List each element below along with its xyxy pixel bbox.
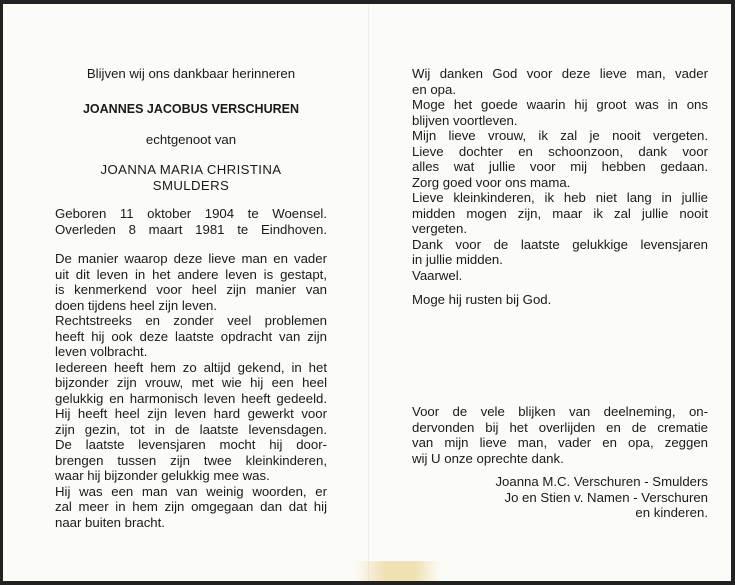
deceased-name: JOANNES JACOBUS VERSCHUREN bbox=[82, 102, 299, 116]
message-line: midden mogen zijn, maar ik zal jullie nooit bbox=[412, 205, 708, 221]
bio-line: De laatste levensjaren mocht hij door- bbox=[55, 437, 327, 452]
spouse-label: echtgenoot van bbox=[145, 132, 237, 147]
message-line: alles wat jullie voor mij hebben gedaan. bbox=[412, 159, 708, 174]
bio-line: Hij heeft heel zijn leven hard gewerkt voor bbox=[55, 406, 327, 421]
thanks-line: van mijn lieve man, vader en opa, zeggen bbox=[412, 435, 708, 450]
signature-line: Jo en Stien v. Namen - Verschuren bbox=[504, 489, 708, 505]
bio-line: Iedereen heeft hem zo altijd gekend, in het bbox=[55, 359, 327, 375]
spouse-name-line-1: JOANNA MARIA CHRISTINA bbox=[100, 162, 282, 177]
signature-line: Joanna M.C. Verschuren - Smulders bbox=[495, 474, 708, 489]
bio-line: is kenmerkend voor heel zijn manier van bbox=[55, 282, 327, 297]
message-line: Vaarwel. bbox=[412, 267, 463, 283]
bio-line: bijzonder zijn vrouw, met wie hij een heel bbox=[55, 375, 327, 390]
message-line: vergeten. bbox=[412, 221, 467, 236]
message-line: Moge het goede waarin hij groot was in ons bbox=[412, 97, 708, 112]
biography-block bbox=[55, 251, 327, 530]
message-block bbox=[412, 66, 708, 283]
message-line: Lieve dochter en schoonzoon, dank voor bbox=[412, 143, 708, 159]
death-line: Overleden 8 maart 1981 te Eindhoven. bbox=[55, 221, 327, 237]
signature-block bbox=[412, 474, 708, 521]
rest-line: Moge hij rusten bij God. bbox=[412, 292, 552, 307]
message-line: Dank voor de laatste gelukkige levensjaren bbox=[412, 236, 708, 252]
bio-line: Hij was een man van weinig woorden, er bbox=[55, 483, 327, 499]
message-line: in jullie midden. bbox=[412, 252, 503, 267]
signature-line: en kinderen. bbox=[635, 505, 708, 520]
bio-line: waar hij bijzonder gelukkig mee was. bbox=[55, 468, 270, 483]
bio-line: brengen tussen zijn twee kleinkinderen, bbox=[55, 452, 327, 468]
message-line: Zorg goed voor ons mama. bbox=[412, 174, 571, 190]
left-edge bbox=[0, 0, 3, 585]
bio-line: uit dit leven in het andere leven is gestapt, bbox=[55, 266, 327, 282]
bio-line: zal meer in hem zijn omgegaan dan dat hij bbox=[55, 499, 327, 514]
bio-line: De manier waarop deze lieve man en vader bbox=[55, 251, 327, 266]
message-line: en opa. bbox=[412, 81, 456, 97]
fold-line bbox=[368, 4, 369, 581]
thanks-block bbox=[412, 404, 708, 466]
message-line: Wij danken God voor deze lieve man, vader bbox=[412, 66, 708, 81]
bio-line: leven volbracht. bbox=[55, 344, 148, 359]
bio-line: gelukkig en harmonisch leven heeft gedeeld. bbox=[55, 390, 327, 406]
bottom-edge bbox=[0, 581, 735, 585]
bio-line: doen tijdens heel zijn leven. bbox=[55, 297, 218, 313]
message-line: Lieve kleinkinderen, ik heb niet lang in jullie bbox=[412, 190, 708, 205]
bio-line: naar buiten bracht. bbox=[55, 514, 165, 530]
bio-line: zijn gezin, tot in de laatste levensdagen. bbox=[55, 421, 327, 437]
bio-line: Rechtstreeks en zonder veel problemen bbox=[55, 313, 327, 328]
thanks-line: wij U onze oprechte dank. bbox=[412, 450, 564, 466]
thanks-line: Voor de vele blijken van deelneming, on- bbox=[412, 404, 708, 419]
message-line: blijven voortleven. bbox=[412, 112, 518, 128]
right-edge bbox=[731, 0, 735, 585]
spouse-name-line-2: SMULDERS bbox=[152, 178, 230, 193]
thanks-line: dervonden bij het overlijden en de crematie bbox=[412, 419, 708, 435]
message-line: Mijn lieve vrouw, ik zal je nooit vergeten. bbox=[412, 128, 708, 143]
birth-line: Geboren 11 oktober 1904 te Woensel. bbox=[55, 206, 327, 221]
paper-stain bbox=[355, 561, 440, 581]
intro-text: Blijven wij ons dankbaar herinneren bbox=[86, 66, 296, 81]
dates-block bbox=[55, 206, 327, 237]
bio-line: heeft hij ook deze laatste opdracht van zijn bbox=[55, 328, 327, 344]
